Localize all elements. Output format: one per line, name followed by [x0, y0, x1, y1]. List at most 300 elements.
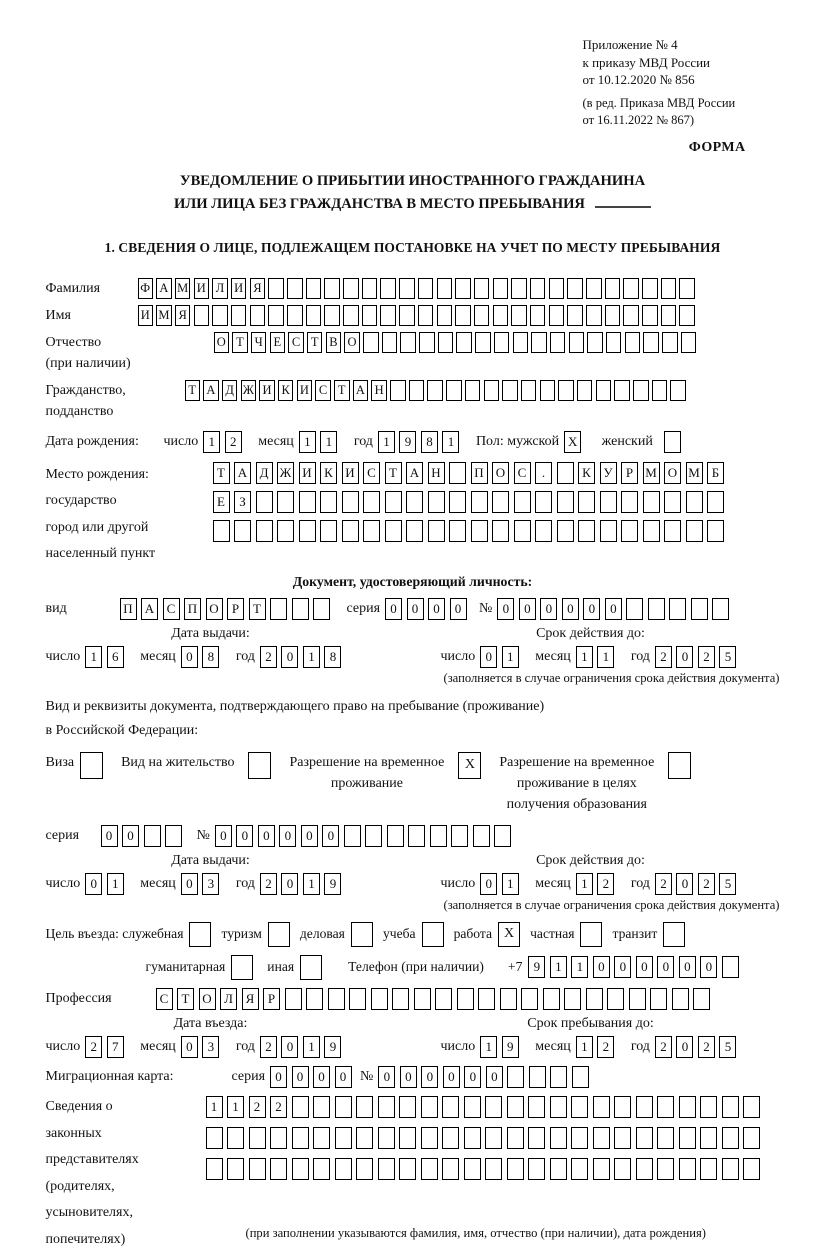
char-cell[interactable] — [478, 988, 495, 1010]
char-cell[interactable] — [324, 305, 340, 326]
char-cell[interactable] — [586, 305, 602, 326]
char-cell[interactable]: Ф — [138, 278, 154, 299]
char-cell[interactable]: 1 — [85, 646, 102, 668]
char-cell[interactable]: А — [234, 462, 251, 484]
char-cell[interactable]: 8 — [421, 431, 438, 453]
char-cell[interactable]: 0 — [464, 1066, 481, 1088]
char-cell[interactable] — [657, 1096, 674, 1118]
char-cell[interactable]: Н — [371, 380, 387, 401]
char-cell[interactable] — [456, 332, 472, 353]
char-cell[interactable]: 1 — [107, 873, 124, 895]
purpose-delovaya-checkbox[interactable] — [351, 922, 373, 947]
char-cell[interactable]: 0 — [450, 598, 467, 620]
char-cell[interactable] — [455, 278, 471, 299]
char-cell[interactable]: К — [278, 380, 294, 401]
char-cell[interactable] — [550, 1127, 567, 1149]
char-cell[interactable]: 0 — [85, 873, 102, 895]
char-cell[interactable]: 0 — [421, 1066, 438, 1088]
char-cell[interactable]: 1 — [299, 431, 316, 453]
char-cell[interactable]: 9 — [324, 1036, 341, 1058]
char-cell[interactable]: Р — [227, 598, 244, 620]
char-cell[interactable] — [700, 1096, 717, 1118]
char-cell[interactable] — [652, 380, 668, 401]
char-cell[interactable] — [363, 332, 379, 353]
char-cell[interactable] — [449, 491, 466, 513]
char-cell[interactable]: А — [141, 598, 158, 620]
char-cell[interactable]: О — [664, 462, 681, 484]
char-cell[interactable] — [392, 988, 409, 1010]
char-cell[interactable] — [419, 332, 435, 353]
char-cell[interactable]: 1 — [303, 646, 320, 668]
char-cell[interactable] — [626, 598, 643, 620]
char-cell[interactable] — [457, 988, 474, 1010]
char-cell[interactable]: 0 — [679, 956, 696, 978]
char-cell[interactable]: 0 — [486, 1066, 503, 1088]
char-cell[interactable] — [549, 278, 565, 299]
char-cell[interactable]: С — [514, 462, 531, 484]
char-cell[interactable] — [464, 1127, 481, 1149]
char-cell[interactable] — [378, 1096, 395, 1118]
char-cell[interactable]: 0 — [480, 873, 497, 895]
char-cell[interactable] — [664, 520, 681, 542]
char-cell[interactable] — [292, 1096, 309, 1118]
char-cell[interactable]: 1 — [576, 646, 593, 668]
char-cell[interactable] — [449, 462, 466, 484]
char-cell[interactable] — [528, 1096, 545, 1118]
char-cell[interactable]: И — [259, 380, 275, 401]
char-cell[interactable] — [707, 520, 724, 542]
char-cell[interactable] — [743, 1096, 760, 1118]
char-cell[interactable] — [471, 520, 488, 542]
char-cell[interactable] — [406, 520, 423, 542]
char-cell[interactable] — [621, 491, 638, 513]
char-cell[interactable] — [606, 332, 622, 353]
char-cell[interactable] — [363, 520, 380, 542]
char-cell[interactable] — [165, 825, 182, 847]
char-cell[interactable]: И — [194, 278, 210, 299]
temp-residence-checkbox[interactable]: X — [458, 752, 481, 779]
char-cell[interactable] — [421, 1127, 438, 1149]
char-cell[interactable]: 0 — [593, 956, 610, 978]
char-cell[interactable] — [679, 278, 695, 299]
char-cell[interactable] — [249, 1158, 266, 1180]
char-cell[interactable]: 2 — [597, 1036, 614, 1058]
char-cell[interactable]: Н — [428, 462, 445, 484]
char-cell[interactable]: А — [203, 380, 219, 401]
char-cell[interactable]: Ж — [241, 380, 257, 401]
char-cell[interactable] — [507, 1066, 524, 1088]
char-cell[interactable] — [557, 462, 574, 484]
char-cell[interactable] — [399, 305, 415, 326]
char-cell[interactable] — [363, 491, 380, 513]
char-cell[interactable] — [586, 988, 603, 1010]
char-cell[interactable] — [661, 305, 677, 326]
char-cell[interactable] — [306, 278, 322, 299]
char-cell[interactable]: 0 — [480, 646, 497, 668]
char-cell[interactable]: 0 — [378, 1066, 395, 1088]
char-cell[interactable] — [213, 520, 230, 542]
purpose-rabota-checkbox[interactable]: X — [498, 922, 520, 947]
residence-permit-checkbox[interactable] — [248, 752, 271, 779]
char-cell[interactable] — [578, 520, 595, 542]
char-cell[interactable]: 0 — [301, 825, 318, 847]
char-cell[interactable]: Е — [213, 491, 230, 513]
char-cell[interactable] — [249, 1127, 266, 1149]
char-cell[interactable] — [324, 278, 340, 299]
char-cell[interactable]: 0 — [605, 598, 622, 620]
char-cell[interactable]: 0 — [407, 598, 424, 620]
char-cell[interactable] — [648, 598, 665, 620]
char-cell[interactable] — [681, 332, 697, 353]
char-cell[interactable] — [268, 305, 284, 326]
char-cell[interactable] — [268, 278, 284, 299]
char-cell[interactable]: 2 — [655, 1036, 672, 1058]
char-cell[interactable]: 2 — [655, 646, 672, 668]
char-cell[interactable] — [421, 1158, 438, 1180]
char-cell[interactable] — [722, 1096, 739, 1118]
char-cell[interactable] — [378, 1158, 395, 1180]
char-cell[interactable]: 2 — [698, 1036, 715, 1058]
char-cell[interactable] — [421, 1096, 438, 1118]
char-cell[interactable]: П — [120, 598, 137, 620]
char-cell[interactable] — [586, 278, 602, 299]
char-cell[interactable]: 2 — [260, 873, 277, 895]
char-cell[interactable]: 2 — [260, 646, 277, 668]
char-cell[interactable] — [465, 380, 481, 401]
char-cell[interactable] — [571, 1096, 588, 1118]
char-cell[interactable] — [643, 491, 660, 513]
char-cell[interactable] — [513, 332, 529, 353]
char-cell[interactable] — [409, 380, 425, 401]
char-cell[interactable] — [335, 1096, 352, 1118]
char-cell[interactable] — [270, 1158, 287, 1180]
char-cell[interactable]: 0 — [636, 956, 653, 978]
char-cell[interactable]: С — [288, 332, 304, 353]
char-cell[interactable] — [679, 305, 695, 326]
char-cell[interactable] — [428, 520, 445, 542]
char-cell[interactable] — [451, 825, 468, 847]
char-cell[interactable] — [643, 520, 660, 542]
char-cell[interactable] — [234, 520, 251, 542]
char-cell[interactable]: 5 — [719, 646, 736, 668]
char-cell[interactable] — [446, 380, 462, 401]
char-cell[interactable] — [550, 1066, 567, 1088]
char-cell[interactable] — [605, 278, 621, 299]
char-cell[interactable] — [600, 520, 617, 542]
char-cell[interactable] — [256, 520, 273, 542]
char-cell[interactable]: 0 — [322, 825, 339, 847]
char-cell[interactable] — [629, 988, 646, 1010]
char-cell[interactable] — [277, 520, 294, 542]
char-cell[interactable] — [449, 520, 466, 542]
char-cell[interactable] — [292, 598, 309, 620]
char-cell[interactable]: 1 — [480, 1036, 497, 1058]
char-cell[interactable] — [550, 1158, 567, 1180]
char-cell[interactable]: 3 — [202, 873, 219, 895]
char-cell[interactable] — [633, 380, 649, 401]
char-cell[interactable] — [277, 491, 294, 513]
char-cell[interactable] — [535, 520, 552, 542]
char-cell[interactable]: 1 — [303, 1036, 320, 1058]
char-cell[interactable]: 2 — [225, 431, 242, 453]
char-cell[interactable] — [430, 825, 447, 847]
char-cell[interactable]: 9 — [502, 1036, 519, 1058]
char-cell[interactable]: 0 — [443, 1066, 460, 1088]
char-cell[interactable]: У — [600, 462, 617, 484]
char-cell[interactable] — [528, 1127, 545, 1149]
char-cell[interactable]: А — [156, 278, 172, 299]
char-cell[interactable] — [437, 278, 453, 299]
char-cell[interactable] — [571, 1127, 588, 1149]
char-cell[interactable]: Ч — [251, 332, 267, 353]
char-cell[interactable] — [514, 491, 531, 513]
char-cell[interactable] — [569, 332, 585, 353]
char-cell[interactable] — [494, 332, 510, 353]
char-cell[interactable]: 1 — [206, 1096, 223, 1118]
char-cell[interactable]: 1 — [227, 1096, 244, 1118]
char-cell[interactable] — [557, 491, 574, 513]
char-cell[interactable] — [587, 332, 603, 353]
char-cell[interactable] — [550, 1096, 567, 1118]
char-cell[interactable]: 2 — [655, 873, 672, 895]
char-cell[interactable] — [328, 988, 345, 1010]
char-cell[interactable] — [427, 380, 443, 401]
char-cell[interactable]: Б — [707, 462, 724, 484]
char-cell[interactable]: В — [326, 332, 342, 353]
char-cell[interactable]: 2 — [597, 873, 614, 895]
char-cell[interactable] — [643, 332, 659, 353]
char-cell[interactable] — [385, 520, 402, 542]
char-cell[interactable]: Т — [232, 332, 248, 353]
char-cell[interactable]: З — [234, 491, 251, 513]
char-cell[interactable] — [390, 380, 406, 401]
char-cell[interactable]: 3 — [202, 1036, 219, 1058]
char-cell[interactable] — [636, 1096, 653, 1118]
char-cell[interactable]: И — [231, 278, 247, 299]
char-cell[interactable] — [464, 1096, 481, 1118]
char-cell[interactable] — [313, 598, 330, 620]
char-cell[interactable]: 0 — [181, 646, 198, 668]
char-cell[interactable]: 0 — [181, 873, 198, 895]
char-cell[interactable]: 0 — [614, 956, 631, 978]
char-cell[interactable] — [500, 988, 517, 1010]
char-cell[interactable]: 0 — [676, 1036, 693, 1058]
char-cell[interactable]: 0 — [270, 1066, 287, 1088]
char-cell[interactable] — [380, 278, 396, 299]
char-cell[interactable]: 0 — [385, 598, 402, 620]
char-cell[interactable] — [408, 825, 425, 847]
char-cell[interactable] — [362, 305, 378, 326]
char-cell[interactable] — [535, 491, 552, 513]
char-cell[interactable] — [549, 305, 565, 326]
char-cell[interactable]: 9 — [528, 956, 545, 978]
char-cell[interactable] — [227, 1127, 244, 1149]
char-cell[interactable]: 1 — [502, 873, 519, 895]
char-cell[interactable]: С — [163, 598, 180, 620]
char-cell[interactable]: Д — [256, 462, 273, 484]
char-cell[interactable] — [511, 278, 527, 299]
char-cell[interactable] — [700, 1127, 717, 1149]
char-cell[interactable]: 0 — [540, 598, 557, 620]
char-cell[interactable] — [531, 332, 547, 353]
char-cell[interactable] — [614, 1158, 631, 1180]
char-cell[interactable] — [511, 305, 527, 326]
char-cell[interactable] — [669, 598, 686, 620]
char-cell[interactable] — [342, 520, 359, 542]
char-cell[interactable]: 1 — [203, 431, 220, 453]
char-cell[interactable]: Ж — [277, 462, 294, 484]
char-cell[interactable]: К — [578, 462, 595, 484]
char-cell[interactable] — [572, 1066, 589, 1088]
char-cell[interactable] — [679, 1096, 696, 1118]
char-cell[interactable]: 2 — [698, 646, 715, 668]
char-cell[interactable] — [299, 491, 316, 513]
char-cell[interactable]: Я — [242, 988, 259, 1010]
char-cell[interactable] — [550, 332, 566, 353]
char-cell[interactable] — [636, 1127, 653, 1149]
char-cell[interactable] — [593, 1158, 610, 1180]
char-cell[interactable]: И — [342, 462, 359, 484]
purpose-ucheba-checkbox[interactable] — [422, 922, 444, 947]
char-cell[interactable] — [700, 1158, 717, 1180]
char-cell[interactable] — [270, 1127, 287, 1149]
char-cell[interactable]: 1 — [378, 431, 395, 453]
char-cell[interactable] — [670, 380, 686, 401]
char-cell[interactable]: Я — [175, 305, 191, 326]
char-cell[interactable] — [577, 380, 593, 401]
char-cell[interactable]: И — [299, 462, 316, 484]
sex-female-checkbox[interactable] — [664, 431, 681, 453]
char-cell[interactable]: М — [156, 305, 172, 326]
char-cell[interactable] — [292, 1158, 309, 1180]
char-cell[interactable]: А — [406, 462, 423, 484]
char-cell[interactable] — [256, 491, 273, 513]
char-cell[interactable]: О — [206, 598, 223, 620]
char-cell[interactable] — [437, 305, 453, 326]
char-cell[interactable] — [335, 1127, 352, 1149]
char-cell[interactable] — [661, 278, 677, 299]
char-cell[interactable] — [438, 332, 454, 353]
char-cell[interactable] — [650, 988, 667, 1010]
char-cell[interactable]: 0 — [497, 598, 514, 620]
char-cell[interactable] — [428, 491, 445, 513]
char-cell[interactable] — [212, 305, 228, 326]
char-cell[interactable]: . — [535, 462, 552, 484]
char-cell[interactable]: М — [643, 462, 660, 484]
char-cell[interactable]: О — [492, 462, 509, 484]
char-cell[interactable] — [614, 1096, 631, 1118]
char-cell[interactable] — [442, 1158, 459, 1180]
char-cell[interactable] — [313, 1158, 330, 1180]
char-cell[interactable]: 1 — [320, 431, 337, 453]
char-cell[interactable] — [507, 1127, 524, 1149]
char-cell[interactable] — [564, 988, 581, 1010]
char-cell[interactable]: А — [353, 380, 369, 401]
char-cell[interactable]: Т — [385, 462, 402, 484]
char-cell[interactable]: 1 — [597, 646, 614, 668]
char-cell[interactable] — [625, 332, 641, 353]
char-cell[interactable] — [343, 278, 359, 299]
char-cell[interactable] — [378, 1127, 395, 1149]
char-cell[interactable]: 0 — [519, 598, 536, 620]
char-cell[interactable]: 0 — [281, 646, 298, 668]
char-cell[interactable]: П — [184, 598, 201, 620]
char-cell[interactable] — [642, 305, 658, 326]
char-cell[interactable] — [270, 598, 287, 620]
char-cell[interactable] — [557, 520, 574, 542]
char-cell[interactable]: 0 — [101, 825, 118, 847]
char-cell[interactable] — [558, 380, 574, 401]
char-cell[interactable]: Т — [249, 598, 266, 620]
char-cell[interactable]: 9 — [399, 431, 416, 453]
char-cell[interactable] — [657, 1158, 674, 1180]
char-cell[interactable] — [514, 520, 531, 542]
char-cell[interactable]: 8 — [202, 646, 219, 668]
char-cell[interactable]: 6 — [107, 646, 124, 668]
char-cell[interactable]: М — [175, 278, 191, 299]
char-cell[interactable] — [418, 278, 434, 299]
char-cell[interactable] — [406, 491, 423, 513]
char-cell[interactable] — [543, 988, 560, 1010]
char-cell[interactable] — [484, 380, 500, 401]
char-cell[interactable]: 1 — [571, 956, 588, 978]
char-cell[interactable] — [691, 598, 708, 620]
char-cell[interactable]: 0 — [215, 825, 232, 847]
char-cell[interactable] — [400, 332, 416, 353]
char-cell[interactable] — [679, 1127, 696, 1149]
char-cell[interactable]: 0 — [400, 1066, 417, 1088]
visa-checkbox[interactable] — [80, 752, 103, 779]
char-cell[interactable]: 1 — [303, 873, 320, 895]
char-cell[interactable] — [567, 278, 583, 299]
char-cell[interactable] — [521, 380, 537, 401]
char-cell[interactable] — [418, 305, 434, 326]
char-cell[interactable] — [596, 380, 612, 401]
char-cell[interactable]: 0 — [181, 1036, 198, 1058]
char-cell[interactable]: И — [297, 380, 313, 401]
char-cell[interactable] — [414, 988, 431, 1010]
char-cell[interactable] — [385, 491, 402, 513]
char-cell[interactable]: 0 — [700, 956, 717, 978]
char-cell[interactable]: 0 — [281, 873, 298, 895]
char-cell[interactable]: Е — [270, 332, 286, 353]
char-cell[interactable]: 5 — [719, 873, 736, 895]
char-cell[interactable] — [672, 988, 689, 1010]
char-cell[interactable] — [342, 491, 359, 513]
char-cell[interactable] — [507, 1096, 524, 1118]
char-cell[interactable] — [399, 1096, 416, 1118]
char-cell[interactable] — [567, 305, 583, 326]
char-cell[interactable]: О — [199, 988, 216, 1010]
purpose-gumanitarnaya-checkbox[interactable] — [231, 955, 253, 980]
sex-male-checkbox[interactable]: X — [564, 431, 581, 453]
char-cell[interactable] — [299, 520, 316, 542]
char-cell[interactable] — [344, 825, 361, 847]
char-cell[interactable]: 1 — [576, 1036, 593, 1058]
char-cell[interactable]: Т — [185, 380, 201, 401]
char-cell[interactable] — [485, 1096, 502, 1118]
char-cell[interactable] — [614, 1127, 631, 1149]
char-cell[interactable] — [287, 278, 303, 299]
char-cell[interactable] — [693, 988, 710, 1010]
char-cell[interactable] — [493, 305, 509, 326]
char-cell[interactable]: 0 — [657, 956, 674, 978]
char-cell[interactable] — [621, 520, 638, 542]
char-cell[interactable] — [387, 825, 404, 847]
char-cell[interactable] — [399, 1127, 416, 1149]
char-cell[interactable] — [571, 1158, 588, 1180]
char-cell[interactable] — [712, 598, 729, 620]
